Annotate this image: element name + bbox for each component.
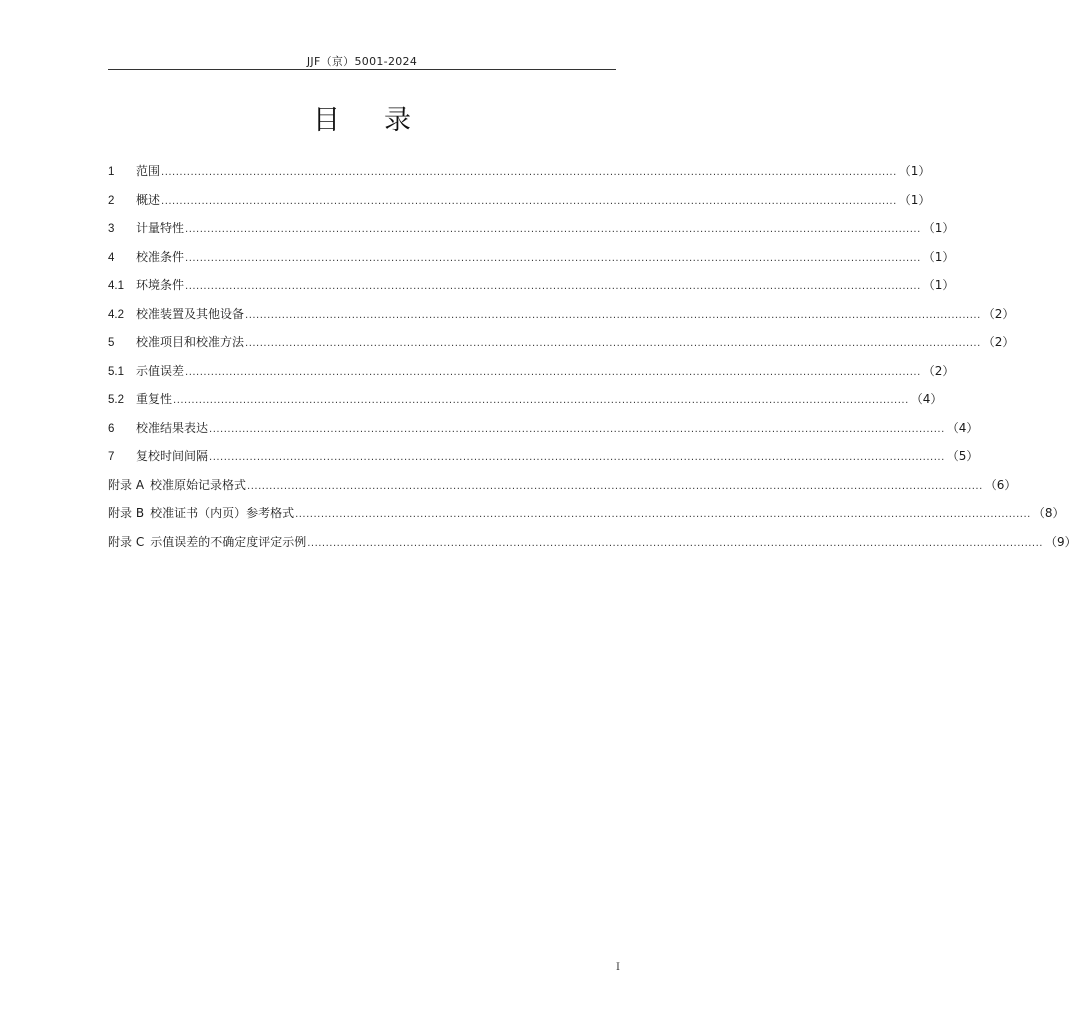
toc-entry-page: （2） <box>922 363 955 378</box>
toc-entry-6[interactable] <box>108 419 979 448</box>
toc-entry-page: （2） <box>982 306 1015 321</box>
toc-leader-dots: ........................................................................................................................................................................................................ <box>161 167 897 178</box>
toc-entry-5[interactable] <box>108 333 1015 362</box>
toc-entry-label: 校准装置及其他设备 <box>136 306 245 321</box>
toc-entry-number: 4.2 <box>108 308 124 321</box>
toc-entry-page: （1） <box>922 221 955 235</box>
toc-entry-page: （1） <box>922 249 955 264</box>
toc-leader-dots: ........................................................................................................................................................................................................ <box>161 195 897 207</box>
toc-entry-page: （8） <box>1032 506 1065 520</box>
toc-entry-page: （6） <box>984 477 1017 492</box>
toc-entry-label: 计量特性 <box>136 221 185 235</box>
toc-entry-number: 2 <box>108 194 115 207</box>
toc-entry-page: （1） <box>922 278 955 292</box>
toc-leader-dots: ........................................................................................................................................................................................................ <box>173 395 909 406</box>
toc-entry-appendix-a[interactable] <box>108 476 1017 505</box>
toc-entry-label: 校准条件 <box>136 249 185 264</box>
toc-entry-label: 重复性 <box>136 392 173 406</box>
toc-entry-4-1[interactable] <box>108 276 955 305</box>
toc-leader-dots: ........................................................................................................................................................................................................ <box>185 366 921 378</box>
toc-entry-number: 4 <box>108 251 115 264</box>
toc-entry-number: 4.1 <box>108 280 124 292</box>
toc-entry-number: 3 <box>108 223 115 235</box>
toc-leader-dots: ........................................................................................................................................................................................................ <box>185 224 921 235</box>
toc-entry-appendix-b[interactable] <box>108 504 1065 533</box>
toc-entry-label: 复校时间间隔 <box>136 449 209 463</box>
toc-entry-label: 校准项目和校准方法 <box>136 335 245 349</box>
page-number: I <box>616 962 620 973</box>
toc-entry-label: 校准证书（内页）参考格式 <box>150 506 295 520</box>
toc-leader-dots: ........................................................................................................................................................................................................ <box>307 537 1043 549</box>
toc-entry-page: （2） <box>982 335 1015 349</box>
toc-entry-number: 附录 B <box>108 506 145 520</box>
toc-leader-dots: ........................................................................................................................................................................................................ <box>209 452 945 463</box>
toc-entry-label: 示值误差 <box>136 363 185 378</box>
toc-entry-number: 1 <box>108 166 115 178</box>
toc-entry-page: （1） <box>898 192 931 207</box>
toc-entry-label: 校准原始记录格式 <box>150 477 247 492</box>
toc-entry-7[interactable] <box>108 447 979 476</box>
toc-leader-dots: ........................................................................................................................................................................................................ <box>247 480 983 492</box>
toc-entry-number: 6 <box>108 422 115 435</box>
toc-entry-number: 5.2 <box>108 394 124 406</box>
toc-entry-label: 校准结果表达 <box>136 420 209 435</box>
toc-leader-dots: ........................................................................................................................................................................................................ <box>295 509 1031 520</box>
toc-leader-dots: ........................................................................................................................................................................................................ <box>245 338 981 349</box>
toc-entry-page: （9） <box>1044 534 1077 549</box>
toc-leader-dots: ........................................................................................................................................................................................................ <box>209 423 945 435</box>
toc-entry-4[interactable] <box>108 248 955 277</box>
toc-leader-dots: ........................................................................................................................................................................................................ <box>185 252 921 264</box>
running-header: JJF（京）5001-2024 <box>306 55 418 68</box>
toc-entry-number: 附录 C <box>108 534 145 549</box>
toc-entry-page: （1） <box>898 164 931 178</box>
toc-entry-number: 5.1 <box>108 365 124 378</box>
toc-entry-number: 附录 A <box>108 477 145 492</box>
toc-entry-3[interactable] <box>108 219 955 248</box>
header-rule <box>108 69 616 70</box>
toc-leader-dots: ........................................................................................................................................................................................................ <box>185 281 921 292</box>
toc-entry-label: 环境条件 <box>136 278 185 292</box>
table-of-contents <box>108 162 1077 561</box>
toc-entry-4-2[interactable] <box>108 305 1015 334</box>
toc-entry-label: 概述 <box>136 192 161 207</box>
toc-entry-label: 示值误差的不确定度评定示例 <box>150 534 307 549</box>
toc-entry-2[interactable] <box>108 191 931 220</box>
toc-entry-1[interactable] <box>108 162 931 191</box>
toc-entry-page: （4） <box>910 392 943 406</box>
toc-entry-number: 5 <box>108 337 115 349</box>
toc-entry-label: 范围 <box>136 164 161 178</box>
page-title: 目录 <box>313 105 455 136</box>
toc-entry-page: （5） <box>946 449 979 463</box>
toc-entry-page: （4） <box>946 420 979 435</box>
toc-leader-dots: ........................................................................................................................................................................................................ <box>245 309 981 321</box>
toc-entry-5-2[interactable] <box>108 390 943 419</box>
toc-entry-appendix-c[interactable] <box>108 533 1077 562</box>
toc-entry-number: 7 <box>108 451 115 463</box>
toc-entry-5-1[interactable] <box>108 362 955 391</box>
